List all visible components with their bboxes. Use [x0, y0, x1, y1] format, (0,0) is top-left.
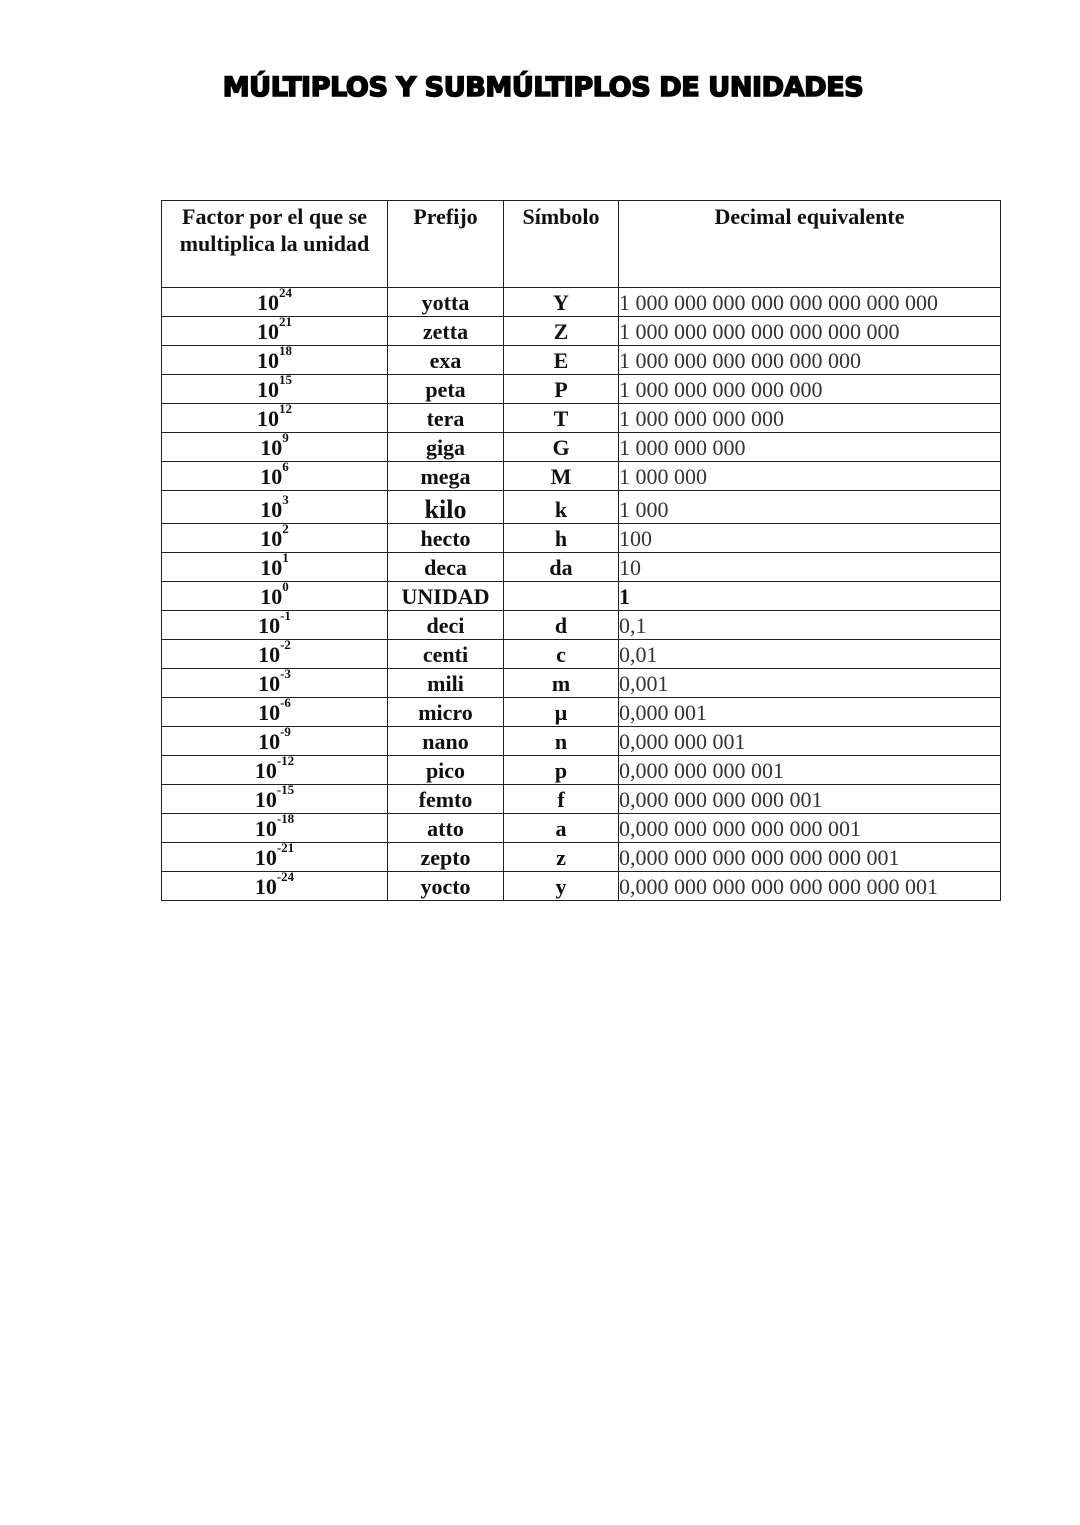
prefix-cell: hecto: [388, 524, 504, 553]
symbol-cell: p: [504, 756, 619, 785]
factor-cell: [162, 346, 388, 375]
factor-base: 10: [254, 845, 277, 870]
factor-cell: [162, 288, 388, 317]
table-row: [162, 491, 1001, 524]
units-table: [161, 200, 1001, 901]
table-row: [162, 346, 1001, 375]
symbol-cell: E: [504, 346, 619, 375]
factor-base: 10: [260, 584, 283, 609]
decimal-cell: 10: [619, 553, 1001, 582]
decimal-cell: 1 000: [619, 491, 1001, 524]
factor-cell: [162, 462, 388, 491]
header-prefix: Prefijo: [388, 201, 504, 288]
table-row: [162, 404, 1001, 433]
decimal-cell: 0,000 000 000 000 000 000 001: [619, 843, 1001, 872]
factor-cell: [162, 491, 388, 524]
table-row: [162, 433, 1001, 462]
factor-base: 10: [254, 758, 277, 783]
factor-exponent: 9: [282, 432, 289, 445]
decimal-cell: 1 000 000 000 000 000 000 000 000: [619, 288, 1001, 317]
prefix-cell: centi: [388, 640, 504, 669]
factor-base: 10: [258, 613, 281, 638]
table-row: [162, 698, 1001, 727]
prefix-cell: mega: [388, 462, 504, 491]
factor-base: 10: [257, 377, 279, 402]
factor-cell: [162, 640, 388, 669]
decimal-cell: 0,000 001: [619, 698, 1001, 727]
prefix-cell: femto: [388, 785, 504, 814]
factor-base: 10: [260, 555, 283, 580]
table-row: [162, 785, 1001, 814]
table-row: [162, 669, 1001, 698]
factor-exponent: -3: [280, 668, 291, 681]
factor-cell: [162, 872, 388, 901]
prefix-cell: micro: [388, 698, 504, 727]
factor-base: 10: [260, 526, 283, 551]
decimal-cell: 1 000 000 000 000 000 000: [619, 346, 1001, 375]
decimal-cell: 0,000 000 000 001: [619, 756, 1001, 785]
factor-cell: [162, 524, 388, 553]
prefix-cell: exa: [388, 346, 504, 375]
factor-cell: [162, 553, 388, 582]
table-row: [162, 814, 1001, 843]
decimal-cell: 1 000 000 000 000 000: [619, 375, 1001, 404]
symbol-cell: c: [504, 640, 619, 669]
factor-exponent: -6: [280, 697, 291, 710]
prefix-cell: tera: [388, 404, 504, 433]
prefix-cell: UNIDAD: [388, 582, 504, 611]
factor-cell: [162, 785, 388, 814]
prefix-cell: mili: [388, 669, 504, 698]
symbol-cell: z: [504, 843, 619, 872]
symbol-cell: Y: [504, 288, 619, 317]
decimal-cell: 0,1: [619, 611, 1001, 640]
table-row: [162, 727, 1001, 756]
table-row: [162, 843, 1001, 872]
factor-exponent: 15: [279, 374, 292, 387]
symbol-cell: M: [504, 462, 619, 491]
prefix-cell: peta: [388, 375, 504, 404]
page-title: MÚLTIPLOS Y SUBMÚLTIPLOS DE UNIDADES: [222, 72, 864, 103]
prefix-cell: zetta: [388, 317, 504, 346]
factor-base: 10: [258, 729, 281, 754]
factor-cell: [162, 375, 388, 404]
table-row: [162, 524, 1001, 553]
decimal-cell: 1 000 000 000 000 000 000 000: [619, 317, 1001, 346]
decimal-cell: 100: [619, 524, 1001, 553]
factor-cell: [162, 756, 388, 785]
prefix-cell: pico: [388, 756, 504, 785]
table-body: [162, 288, 1001, 901]
table-row: [162, 317, 1001, 346]
symbol-cell: G: [504, 433, 619, 462]
decimal-cell: 0,000 000 001: [619, 727, 1001, 756]
symbol-cell: T: [504, 404, 619, 433]
factor-exponent: -12: [276, 755, 295, 768]
factor-exponent: -9: [280, 726, 291, 739]
symbol-cell: m: [504, 669, 619, 698]
prefix-cell: atto: [388, 814, 504, 843]
factor-exponent: -18: [276, 813, 295, 826]
header-decimal: Decimal equivalente: [619, 201, 1001, 288]
factor-base: 10: [257, 348, 279, 373]
factor-exponent: 12: [279, 403, 292, 416]
factor-cell: [162, 843, 388, 872]
factor-base: 10: [260, 464, 283, 489]
table-row: [162, 640, 1001, 669]
factor-base: 10: [258, 642, 281, 667]
factor-exponent: -2: [280, 639, 291, 652]
factor-cell: [162, 669, 388, 698]
table-row: [162, 462, 1001, 491]
factor-exponent: 2: [282, 523, 289, 536]
decimal-cell: 1 000 000 000: [619, 433, 1001, 462]
factor-exponent: 0: [282, 581, 289, 594]
decimal-cell: 1 000 000 000 000: [619, 404, 1001, 433]
prefix-cell: deci: [388, 611, 504, 640]
factor-exponent: -15: [276, 784, 295, 797]
table-header-row: [162, 201, 1001, 288]
factor-cell: [162, 611, 388, 640]
decimal-cell: 0,000 000 000 000 000 000 000 001: [619, 872, 1001, 901]
decimal-cell: 0,01: [619, 640, 1001, 669]
symbol-cell: a: [504, 814, 619, 843]
symbol-cell: y: [504, 872, 619, 901]
factor-cell: [162, 698, 388, 727]
factor-exponent: 21: [279, 316, 292, 329]
symbol-cell: f: [504, 785, 619, 814]
symbol-cell: µ: [504, 698, 619, 727]
factor-cell: [162, 433, 388, 462]
factor-exponent: 24: [279, 287, 292, 300]
factor-base: 10: [260, 435, 283, 460]
factor-cell: [162, 404, 388, 433]
prefix-cell: kilo: [388, 491, 504, 524]
factor-base: 10: [257, 319, 279, 344]
factor-exponent: 18: [279, 345, 292, 358]
header-factor: Factor por el que se multiplica la unidad: [162, 201, 388, 288]
factor-base: 10: [254, 787, 277, 812]
symbol-cell: k: [504, 491, 619, 524]
symbol-cell: P: [504, 375, 619, 404]
factor-exponent: -21: [276, 842, 295, 855]
symbol-cell: da: [504, 553, 619, 582]
symbol-cell: Z: [504, 317, 619, 346]
factor-exponent: 3: [282, 492, 289, 507]
prefix-cell: yotta: [388, 288, 504, 317]
factor-cell: [162, 727, 388, 756]
factor-base: 10: [254, 874, 277, 899]
table-row: [162, 288, 1001, 317]
factor-base: 10: [257, 406, 279, 431]
prefix-cell: yocto: [388, 872, 504, 901]
table-row: [162, 375, 1001, 404]
table-row: [162, 872, 1001, 901]
decimal-cell: 0,000 000 000 000 001: [619, 785, 1001, 814]
factor-base: 10: [254, 816, 277, 841]
factor-cell: [162, 582, 388, 611]
header-symbol: Símbolo: [504, 201, 619, 288]
factor-base: 10: [258, 700, 281, 725]
symbol-cell: [504, 582, 619, 611]
factor-base: 10: [258, 671, 281, 696]
factor-exponent: -1: [280, 610, 291, 623]
table-row: [162, 756, 1001, 785]
decimal-cell: 0,000 000 000 000 000 001: [619, 814, 1001, 843]
factor-exponent: 6: [282, 461, 289, 474]
symbol-cell: h: [504, 524, 619, 553]
decimal-cell: 1 000 000: [619, 462, 1001, 491]
factor-exponent: -24: [276, 871, 295, 884]
prefix-cell: giga: [388, 433, 504, 462]
factor-base: 10: [260, 497, 283, 522]
table-row: [162, 611, 1001, 640]
factor-base: 10: [257, 290, 279, 315]
decimal-cell: 1: [619, 582, 1001, 611]
symbol-cell: n: [504, 727, 619, 756]
prefix-cell: zepto: [388, 843, 504, 872]
factor-cell: [162, 317, 388, 346]
prefix-cell: deca: [388, 553, 504, 582]
table-row: [162, 553, 1001, 582]
table-row: [162, 582, 1001, 611]
prefix-cell: nano: [388, 727, 504, 756]
factor-cell: [162, 814, 388, 843]
factor-exponent: 1: [282, 552, 289, 565]
symbol-cell: d: [504, 611, 619, 640]
decimal-cell: 0,001: [619, 669, 1001, 698]
